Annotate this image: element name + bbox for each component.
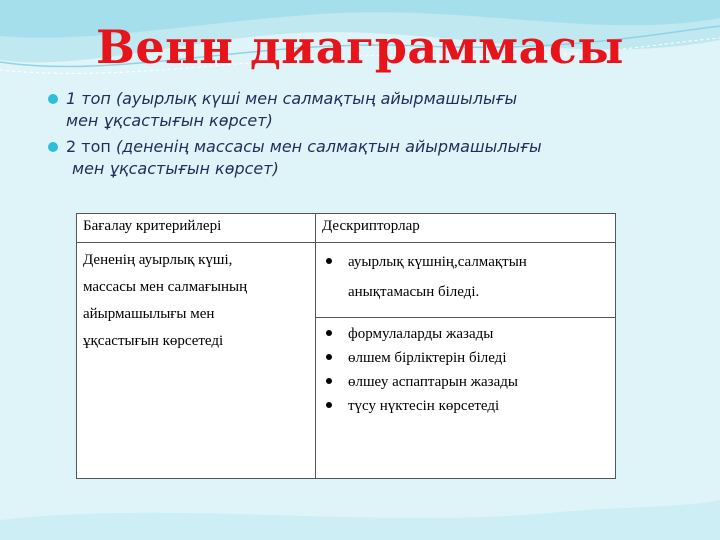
bullet-lead: 2 топ: [66, 137, 111, 156]
bullet-dot-icon: [48, 142, 58, 152]
descriptor-item: өлшеу аспаптарын жазады: [322, 370, 609, 394]
criterion-line: айырмашылығы мен: [83, 306, 215, 322]
descriptor-item: формулаларды жазады: [322, 322, 609, 346]
bullet-text-continued: мен ұқсастығын көрсет): [72, 159, 279, 178]
header-descriptors: Дескрипторлар: [316, 214, 616, 243]
bullet-text: (ауырлық күші мен салмақтың айырмашылығы: [115, 89, 518, 108]
bullet-item-group-2: [44, 136, 704, 180]
slide-title: Венн диаграммасы: [95, 20, 625, 74]
bullet-line: [66, 136, 704, 158]
descriptor-cell-1: [316, 243, 616, 318]
bullet-list: [44, 88, 704, 184]
criterion-line: массасы мен салмағының: [83, 279, 248, 295]
criterion-cell: [77, 243, 316, 479]
bullet-dot-icon: [48, 94, 58, 104]
descriptor-item: өлшем бірліктерін біледі: [322, 346, 609, 370]
header-criteria: Бағалау критерийлері: [77, 214, 316, 243]
descriptor-list: [322, 247, 609, 307]
assessment-table: [76, 213, 616, 479]
bullet-text: (дененің массасы мен салмақтын айырмашылығы: [115, 137, 542, 156]
descriptor-list: [322, 322, 609, 418]
bullet-item-group-1: [44, 88, 704, 132]
descriptor-item: ауырлық күшнің,салмақтын анықтамасын біледі.: [322, 247, 609, 307]
table-row: [77, 243, 616, 318]
bullet-lead: 1 топ: [66, 89, 111, 108]
criterion-line: Дененің ауырлық күші,: [83, 252, 233, 268]
bullet-line: [66, 88, 704, 110]
descriptor-cell-2: [316, 318, 616, 479]
bullet-text-continued: мен ұқсастығын көрсет): [66, 111, 273, 130]
criterion-line: ұқсастығын көрсетеді: [83, 333, 224, 349]
descriptor-item: түсу нүктесін көрсетеді: [322, 394, 609, 418]
table-header-row: [77, 214, 616, 243]
